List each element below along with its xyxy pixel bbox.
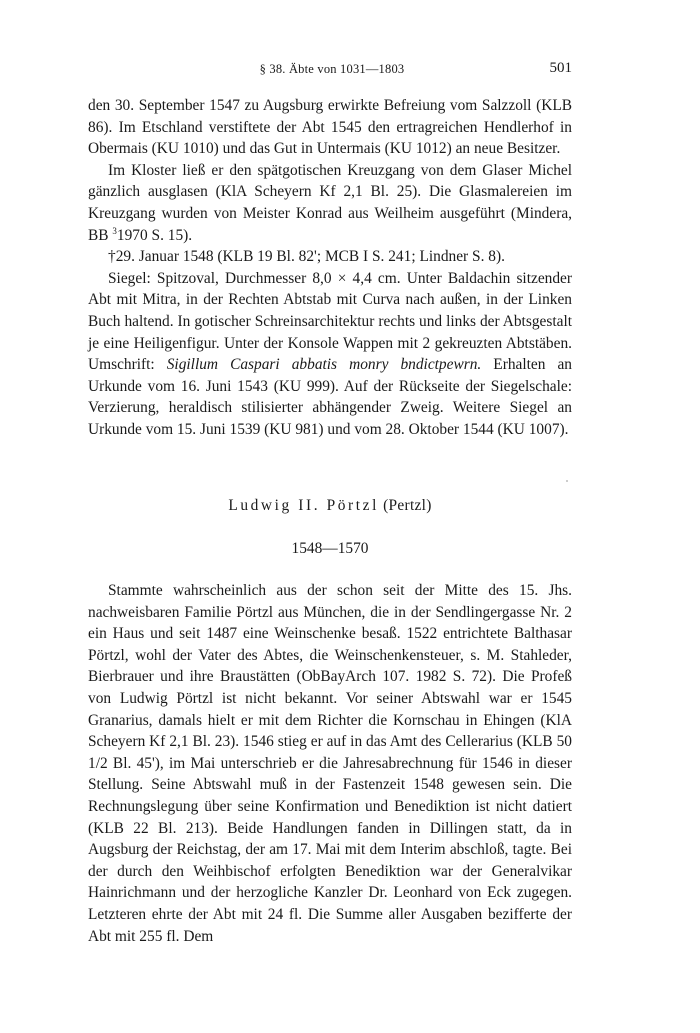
text-block-bottom [88,580,572,947]
death-date-paragraph: †29. Januar 1548 (KLB 19 Bl. 82'; MCB I S. 241; Lindner S. 8). [108,248,505,266]
paragraph-text: 1970 S. 15). [116,226,193,244]
edition-superscript: 3 [112,225,117,236]
abbot-name: Ludwig II. Pörtzl [228,497,379,514]
running-title: § 38. Äbte von 1031—1803 [259,62,405,76]
running-header [88,60,576,82]
abbot-name-variant: (Pertzl) [383,497,432,514]
paragraph: den 30. September 1547 zu Augsburg erwirkte Befreiung vom Salzzoll (KLB 86). Im Etschland verstiftete der Abt 1545 den ertragreichen Hendlerhof in Obermais (KU 1010) und das Gut in Untermais (KU 1012) an neue Besitzer. [88,97,572,158]
paragraph: Stammte wahrscheinlich aus der schon seit der Mitte des 15. Jhs. nachweisbaren Familie Pörtzl aus München, die in der Sendlingergasse Nr. 2 ein Haus und seit 1487 eine Weinschenke besaß. 1522 entrichtete Balthasar Pörtzl, wohl der Vater des Abtes, die Weinschenkensteuer, s. M. Stahleder, Bierbrauer und ihre Braustätten (ObBayArch 107. 1982 S. 72). Die Profeß von Ludwig Pörtzl ist nicht bekannt. Vor seiner Abtswahl war er 1545 Granarius, damals hielt er mit dem Richter die Kornschau in Ehingen (KlA Scheyern Kf 2,1 Bl. 23). 1546 stieg er auf in das Amt des Cellerarius (KLB 50 1/2 Bl. 45'), im Mai unterschrieb er die Jahresabrechnung für 1546 in dieser Stellung. Seine Abtswahl muß in der Fastenzeit 1548 gewesen sein. Die Rechnungslegung über seine Konfirmation und Benediktion ist nicht datiert (KLB 22 Bl. 213). Beide Handlungen fanden in Dillingen statt, da in Augsburg der Reichstag, der am 17. Mai mit dem Interim abschloß, tagte. Bei der durch den Weihbischof erfolgten Benediktion war der Generalvikar Hainrichmann und der herzogliche Kanzler Dr. Leonhard von Eck zugegen. Letzteren ehrte der Abt mit 24 fl. Die Summe aller Ausgaben bezifferte der Abt mit 255 fl. Dem [88,582,572,945]
section-heading [88,497,572,515]
print-speck [566,480,568,482]
seal-inscription: Sigillum Caspari abbatis monry bndictpewrn. [166,356,482,374]
paragraph-text: Im Kloster ließ er den spätgotischen Kreuzgang von dem Glaser Michel gänzlich ausglasen (KlA Scheyern Kf 2,1 Bl. 25). Die Glasmalereien im Kreuzgang wurden von Meister Konrad aus Weilheim ausgeführt (Mindera, BB [88,161,572,244]
paragraph-text: Erhalten an Urkunde vom 16. Juni 1543 (KU 999). Auf der Rückseite der Siegelschale: Verzierung, heraldisch stilisierter abhängender Zweig. Weitere Siegel an Urkunde vom 15. Juni 1539 (KU 981) und vom 28. Oktober 1544 (KU 1007). [88,356,573,438]
page-number: 501 [549,60,572,76]
seal-paragraph [88,268,572,441]
section-years: 1548—1570 [291,540,369,557]
paragraph [88,160,572,246]
paragraph-text: Siegel: Spitzoval, Durchmesser 8,0 × 4,4 cm. Unter Baldachin sitzender Abt mit Mitra, in der Rechten Abtstab mit Curva nach außen, in der Linken Buch haltend. In gotischer Schreinsarchitektur rechts und links der Abtsgestalt je eine Heiligenfigur. Unter der Konsole Wappen mit 2 gekreuzten Abtstäben. Umschrift: [88,269,572,374]
text-block-top [88,95,572,441]
